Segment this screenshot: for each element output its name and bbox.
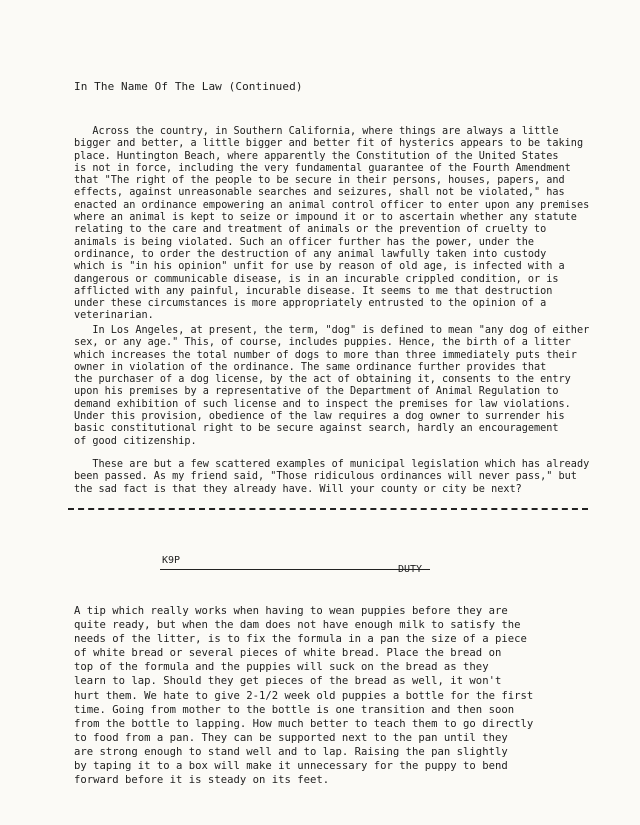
text-line: learn to lap. Should they get pieces of the bread as well, it won't [74, 675, 502, 688]
text-line: which increases the total number of dogs to more than three immediately puts their [74, 349, 577, 361]
text-line: top of the formula and the puppies will suck on the bread as they [74, 661, 489, 674]
feature-title-right: DUTY [398, 564, 423, 575]
paragraph-los-angeles [74, 325, 604, 448]
page-heading: In The Name Of The Law (Continued) [74, 80, 303, 93]
text-line: time. Going from mother to the bottle is one transition and then soon [74, 703, 515, 716]
text-line: been passed. As my friend said, "Those ridiculous ordinances will never pass," but [74, 471, 577, 483]
text-line: place. Huntington Beach, where apparently the Constitution of the United States [74, 150, 559, 162]
text-line: sex, or any age." This, of course, includes puppies. Hence, the birth of a litter [74, 337, 571, 349]
text-line: of white bread or several pieces of white bread. Place the bread on [74, 647, 502, 660]
text-line: ordinance, to order the destruction of any animal lawfully taken into custody [74, 248, 547, 260]
text-line: needs of the litter, is to fix the formula in a pan the size of a piece [74, 633, 527, 646]
text-line: A tip which really works when having to wean puppies before they are [74, 605, 508, 617]
text-line: the purchaser of a dog license, by the act of obtaining it, consents to the entry [74, 374, 571, 386]
text-line: hurt them. We hate to give 2-1/2 week old puppies a bottle for the first [74, 689, 534, 702]
text-line: by taping it to a box will make it unnecessary for the puppy to bend [74, 760, 508, 773]
text-line: owner in violation of the ordinance. The same ordinance further provides that [74, 361, 547, 373]
text-line: upon his premises by a representative of the Department of Animal Regulation to [74, 386, 559, 398]
paragraph-conclusion [74, 459, 604, 496]
paragraph-weaning-tip [74, 604, 604, 787]
feature-title-underline [160, 569, 430, 570]
text-line: quite ready, but when the dam does not have enough milk to satisfy the [74, 619, 521, 632]
text-line: These are but a few scattered examples of municipal legislation which has already [74, 459, 590, 470]
text-line: bigger and better, a little bigger and better fit of hysterics appears to be taking [74, 138, 584, 150]
feature-title-left: K9P [162, 555, 181, 566]
text-line: of good citizenship. [74, 435, 197, 447]
text-line: from the bottle to lapping. How much better to teach them to go directly [74, 717, 534, 730]
text-line: forward before it is steady on its feet. [74, 774, 330, 787]
text-line: the sad fact is that they already have. Will your county or city be next? [74, 483, 522, 495]
text-line: basic constitutional right to be secure against search, hardly an encouragement [74, 423, 559, 435]
text-line: dangerous or communicable disease, is in an incurable crippled condition, or is [74, 273, 559, 285]
text-line: to food from a pan. They can be supported next to the pan until they [74, 731, 508, 744]
text-line: In Los Angeles, at present, the term, "dog" is defined to mean "any dog of either [74, 325, 590, 336]
text-line: Across the country, in Southern California, where things are always a little [74, 126, 559, 137]
text-line: is not in force, including the very fundamental guarantee of the Fourth Amendment [74, 162, 571, 174]
text-line: demand exhibition of such license and to inspect the premises for law violations. [74, 398, 571, 410]
text-line: relating to the care and treatment of animals or the prevention of cruelty to [74, 224, 547, 236]
text-line: where an animal is kept to seize or impound it or to ascertain whether any statute [74, 212, 577, 224]
text-line: enacted an ordinance empowering an animal control officer to enter upon any premises [74, 199, 590, 211]
text-line: afflicted with any painful, incurable disease. It seems to me that destruction [74, 285, 553, 297]
paragraph-huntington-beach [74, 126, 604, 323]
text-line: are strong enough to stand well and to lap. Raising the pan slightly [74, 745, 508, 758]
text-line: animals is being violated. Such an officer further has the power, under the [74, 236, 535, 248]
text-line: veterinarian. [74, 310, 154, 322]
text-line: under these circumstances is more appropriately entrusted to the opinion of a [74, 298, 547, 310]
text-line: effects, against unreasonable searches and seizures, shall not be violated," has [74, 187, 565, 199]
text-line: that "The right of the people to be secure in their persons, houses, papers, and [74, 175, 565, 187]
dashed-divider [68, 508, 588, 510]
text-line: which is "in his opinion" unfit for use by reason of old age, is infected with a [74, 261, 565, 273]
text-line: Under this provision, obedience of the law requires a dog owner to surrender his [74, 411, 565, 423]
